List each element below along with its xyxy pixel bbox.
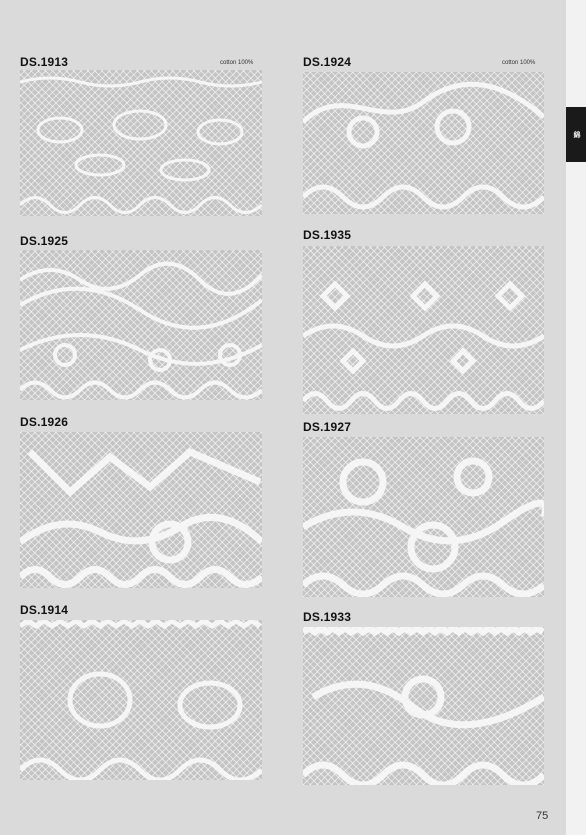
lace-swatch-image [303, 246, 544, 414]
lace-swatch-image [20, 620, 262, 780]
item-code: DS.1924 [303, 55, 352, 69]
lace-swatch-image [303, 437, 544, 597]
item-code: DS.1927 [303, 420, 352, 434]
item-code: DS.1933 [303, 610, 352, 624]
lace-swatch-image [303, 627, 544, 785]
lace-swatch-image [20, 250, 262, 400]
item-code: DS.1935 [303, 228, 352, 242]
lace-swatch-image [303, 72, 544, 214]
page-number: 75 [536, 810, 549, 822]
lace-swatch-image [20, 432, 262, 588]
category-side-tab: 綿 [566, 107, 586, 162]
item-code: DS.1913 [20, 55, 69, 69]
item-code: DS.1925 [20, 234, 69, 248]
item-material: cotton 100% [220, 60, 254, 66]
item-material: cotton 100% [502, 60, 536, 66]
item-code: DS.1914 [20, 603, 69, 617]
lace-swatch-image [20, 70, 262, 216]
item-code: DS.1926 [20, 415, 69, 429]
